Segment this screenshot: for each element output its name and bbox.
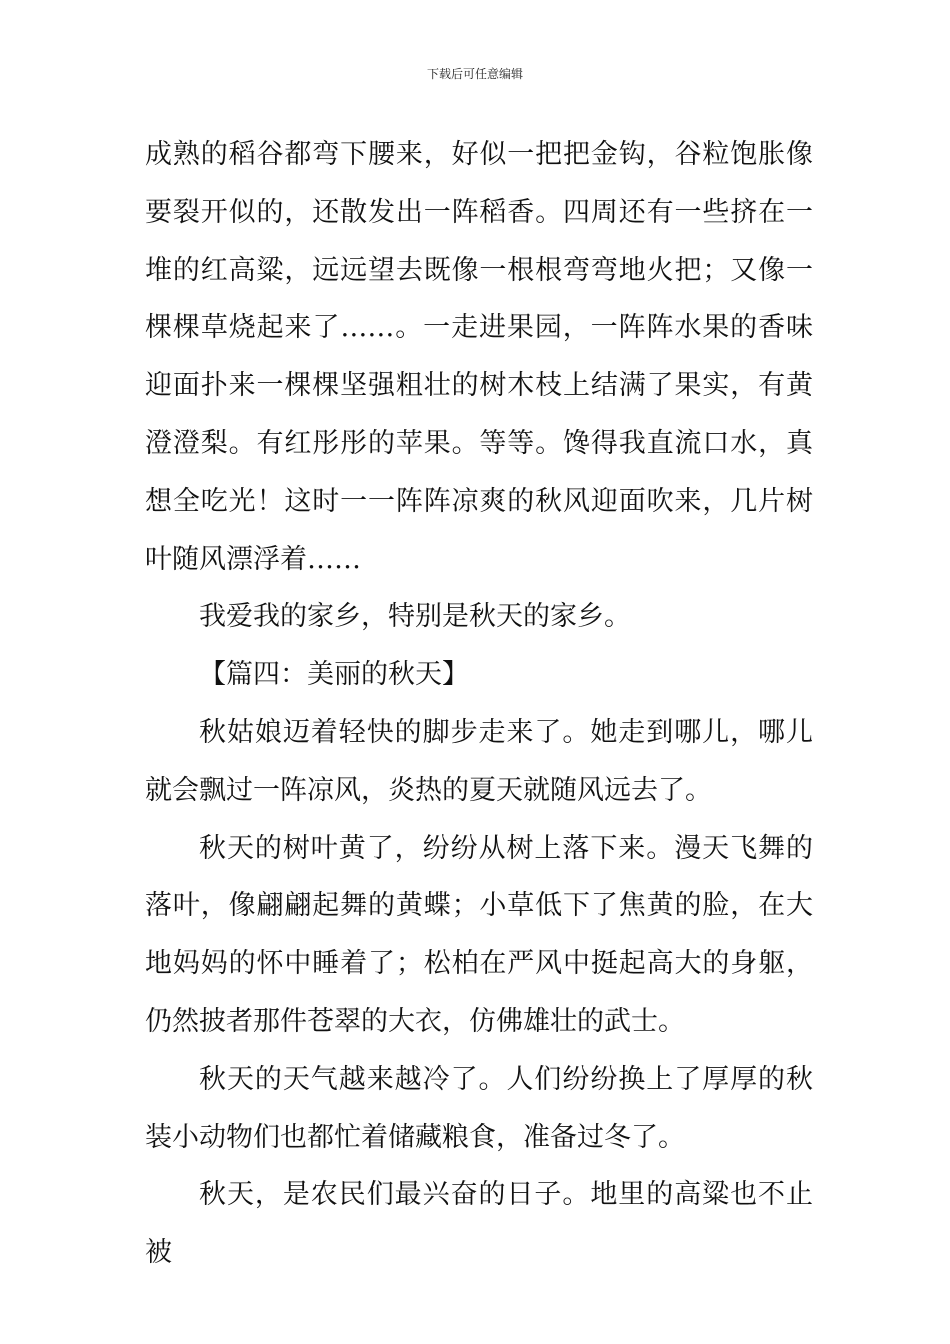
document-body [145, 126, 813, 1282]
paragraph: 秋天的天气越来越冷了。人们纷纷换上了厚厚的秋装小动物们也都忙着储藏粮食，准备过冬了。 [145, 1063, 813, 1153]
page-header: 下载后可任意编辑 [426, 67, 523, 81]
paragraph: 秋天，是农民们最兴奋的日子。地里的高粱也不止被 [145, 1179, 813, 1269]
paragraph: 秋姑娘迈着轻快的脚步走来了。她走到哪儿，哪儿就会飘过一阵凉风，炎热的夏天就随风远去了。 [145, 716, 813, 806]
paragraph: 成熟的稻谷都弯下腰来，好似一把把金钩，谷粒饱胀像要裂开似的，还散发出一阵稻香。四周还有一些挤在一堆的红高粱，远远望去既像一根根弯弯地火把；又像一棵棵草烧起来了……。一走进果园，一阵阵水果的香味迎面扑来一棵棵坚强粗壮的树木枝上结满了果实，有黄澄澄梨。有红彤彤的苹果。等等。馋得我直流口水，真想全吃光！这时一一阵阵凉爽的秋风迎面吹来，几片树叶随风漂浮着…… [145, 139, 813, 575]
section-heading: 【篇四：美丽的秋天】 [199, 659, 469, 691]
paragraph: 我爱我的家乡，特别是秋天的家乡。 [199, 601, 631, 633]
paragraph: 秋天的树叶黄了，纷纷从树上落下来。漫天飞舞的落叶，像翩翩起舞的黄蝶；小草低下了焦黄的脸，在大地妈妈的怀中睡着了；松柏在严风中挺起高大的身躯，仍然披者那件苍翠的大衣，仿佛雄壮的武士。 [145, 832, 813, 1037]
